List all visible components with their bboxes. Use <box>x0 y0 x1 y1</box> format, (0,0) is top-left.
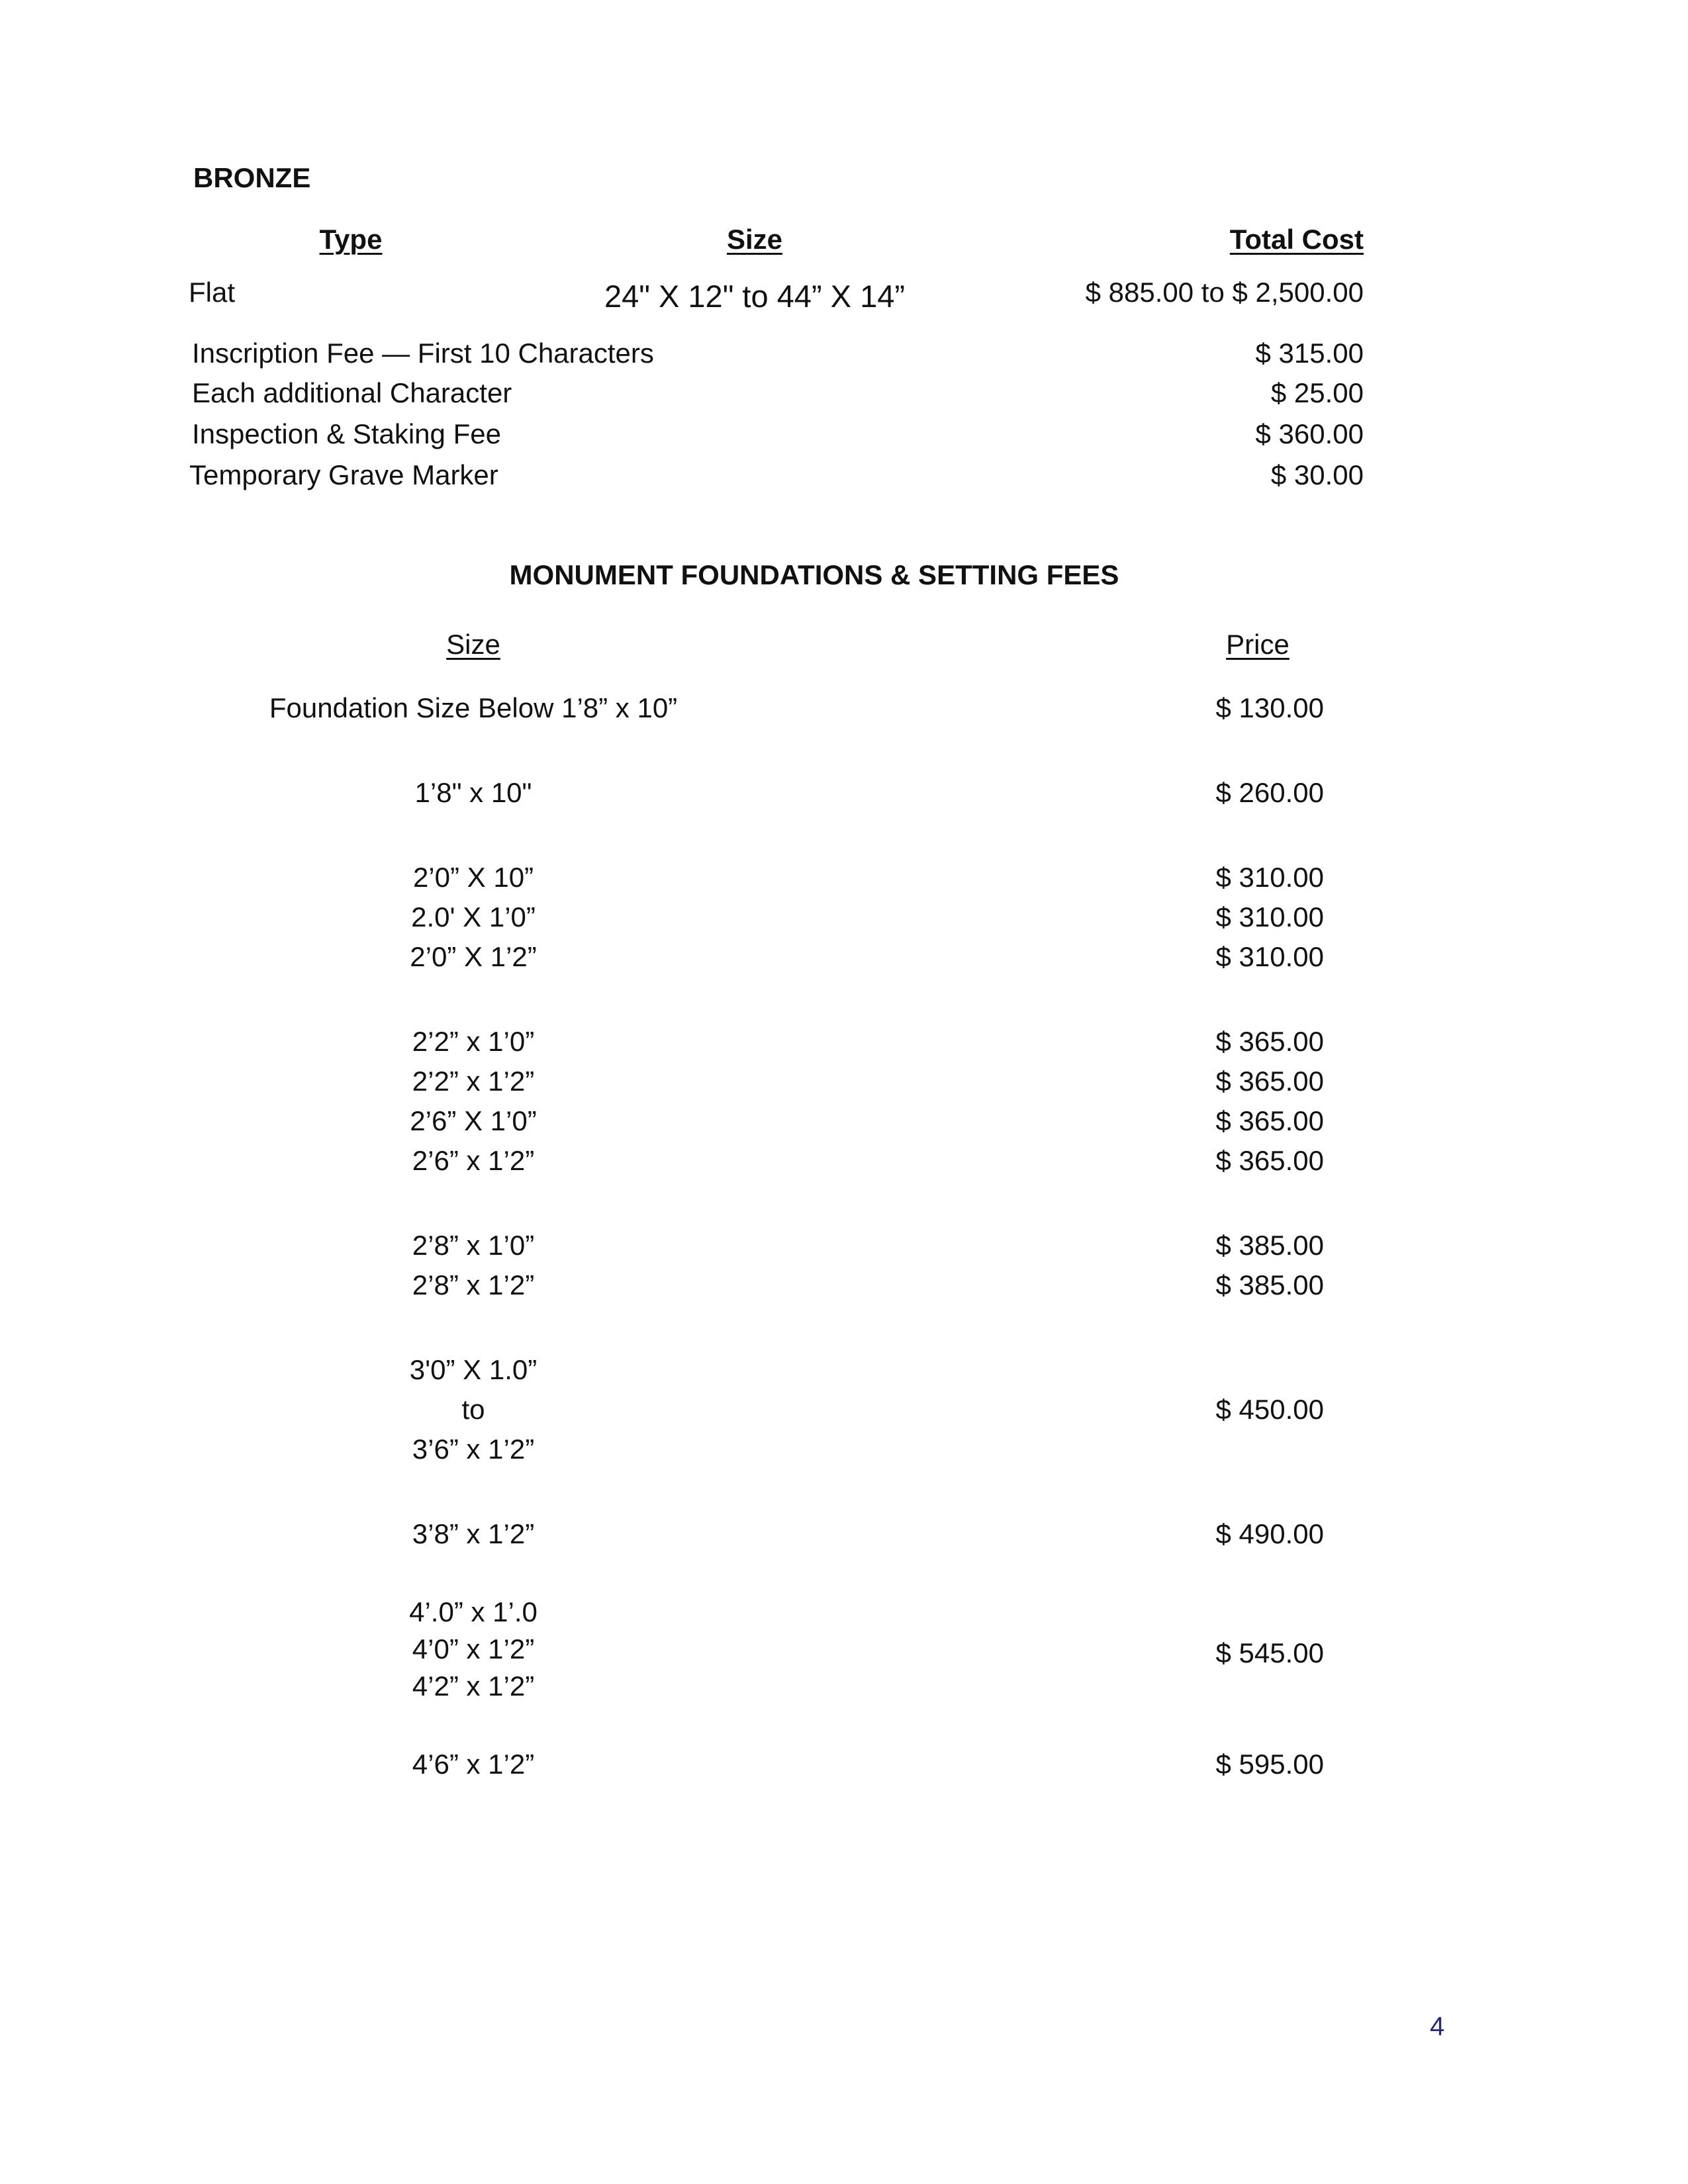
fee-label: Each additional Character <box>192 377 512 408</box>
foundation-size: 2’2” x 1’0” <box>412 1026 535 1057</box>
fee-price: $ 30.00 <box>1270 459 1364 490</box>
foundation-price: $ 595.00 <box>1215 1749 1324 1780</box>
foundation-size: 2.0' X 1’0” <box>411 901 536 933</box>
foundation-price: $ 365.00 <box>1215 1105 1324 1136</box>
foundations-title: MONUMENT FOUNDATIONS & SETTING FEES <box>509 559 1119 590</box>
foundation-size: 1’8" x 10" <box>414 777 532 808</box>
foundation-price: $ 130.00 <box>1215 692 1324 723</box>
foundation-price: $ 450.00 <box>1215 1394 1324 1425</box>
foundation-price-header: Price <box>1226 629 1289 660</box>
foundation-price: $ 310.00 <box>1215 941 1324 972</box>
flat-cost: $ 885.00 to $ 2,500.00 <box>1085 277 1364 308</box>
foundation-price: $ 545.00 <box>1215 1637 1324 1668</box>
foundation-size: 3'0” X 1.0” <box>409 1354 538 1385</box>
foundation-price: $ 310.00 <box>1215 862 1324 893</box>
type-header: Type <box>319 224 383 255</box>
foundation-size: to <box>461 1394 485 1425</box>
foundation-size: 2’0” X 1’2” <box>410 941 537 972</box>
foundation-size: 2’2” x 1’2” <box>412 1066 535 1097</box>
size-header: Size <box>726 224 783 255</box>
foundation-size: 2’0” X 10” <box>412 862 534 893</box>
foundation-size: 2’6” x 1’2” <box>412 1145 535 1176</box>
foundation-price: $ 385.00 <box>1215 1269 1324 1300</box>
flat-size: 24" X 12" to 44” X 14” <box>604 279 906 314</box>
foundation-size: 2’8” x 1’0” <box>412 1230 535 1261</box>
foundation-size: 3’8” x 1’2” <box>412 1518 535 1549</box>
foundation-price: $ 260.00 <box>1215 777 1324 808</box>
foundation-size: Foundation Size Below 1’8” x 10” <box>269 692 678 723</box>
foundation-price: $ 365.00 <box>1215 1145 1324 1176</box>
foundation-size-header: Size <box>446 629 500 660</box>
fee-label: Inscription Fee — First 10 Characters <box>192 338 654 369</box>
foundation-size: 4’2” x 1’2” <box>412 1670 535 1702</box>
flat-type: Flat <box>189 277 236 308</box>
foundation-size: 4’0” x 1’2” <box>412 1633 535 1664</box>
foundation-price: $ 385.00 <box>1215 1230 1324 1261</box>
fee-price: $ 360.00 <box>1255 418 1364 449</box>
page-number: 4 <box>1430 2012 1445 2041</box>
foundation-size: 2’6” X 1’0” <box>410 1105 537 1136</box>
foundation-size: 4’.0” x 1’.0 <box>409 1596 538 1627</box>
fee-price: $ 315.00 <box>1255 338 1364 369</box>
foundation-price: $ 365.00 <box>1215 1066 1324 1097</box>
foundation-size: 2’8” x 1’2” <box>412 1269 535 1300</box>
foundation-size: 4’6” x 1’2” <box>412 1749 535 1780</box>
foundation-price: $ 490.00 <box>1215 1518 1324 1549</box>
fee-price: $ 25.00 <box>1270 377 1364 408</box>
foundation-price: $ 365.00 <box>1215 1026 1324 1057</box>
foundation-price: $ 310.00 <box>1215 901 1324 933</box>
fee-label: Inspection & Staking Fee <box>192 418 501 449</box>
fee-label: Temporary Grave Marker <box>189 459 498 490</box>
total-cost-header: Total Cost <box>1229 224 1364 255</box>
bronze-title: BRONZE <box>193 162 311 193</box>
foundation-size: 3’6” x 1’2” <box>412 1433 535 1465</box>
